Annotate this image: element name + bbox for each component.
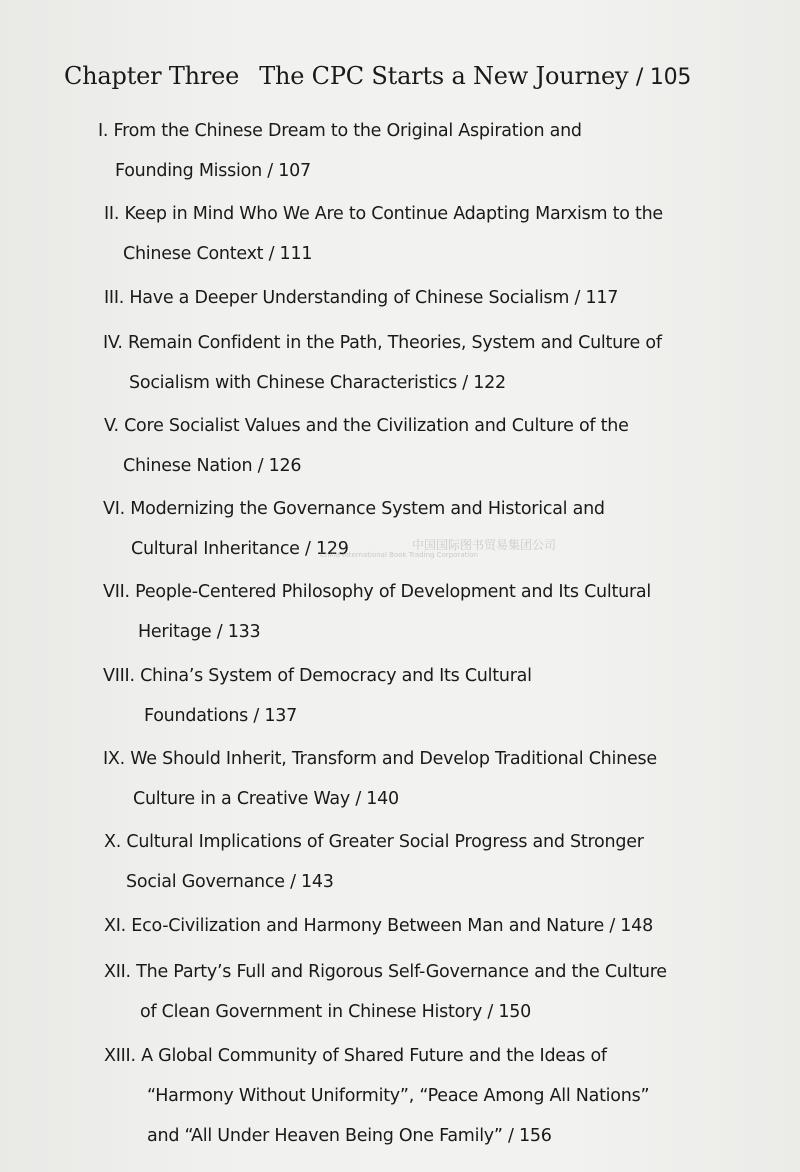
toc-entry-continuation: Heritage / 133: [138, 622, 261, 642]
toc-entry-text: IX. We Should Inherit, Transform and Develop Traditional Chinese: [103, 749, 657, 769]
toc-entry-2[interactable]: [104, 194, 663, 274]
toc-entry-text: V. Core Socialist Values and the Civilization and Culture of the: [104, 416, 629, 436]
toc-entry-continuation: Socialism with Chinese Characteristics / 122: [129, 373, 506, 393]
toc-entry-text: XII. The Party’s Full and Rigorous Self-Governance and the Culture: [104, 962, 667, 982]
toc-entry-continuation: “Harmony Without Uniformity”, “Peace Among All Nations”: [147, 1086, 650, 1106]
toc-entry-continuation: Chinese Context / 111: [123, 244, 313, 264]
toc-entry-5[interactable]: [104, 406, 629, 486]
toc-entry-continuation: Chinese Nation / 126: [123, 456, 302, 476]
toc-entry-1[interactable]: [98, 111, 582, 191]
chapter-title-text: The CPC Starts a New Journey: [259, 62, 629, 90]
watermark-chinese: 中国国际图书贸易集团公司: [412, 538, 557, 552]
toc-entry-text: I. From the Chinese Dream to the Original Aspiration and: [98, 121, 582, 141]
chapter-heading: [64, 62, 691, 90]
toc-entry-11[interactable]: [104, 906, 653, 946]
toc-entry-continuation: and “All Under Heaven Being One Family” / 156: [147, 1126, 552, 1146]
toc-entry-8[interactable]: [103, 656, 532, 736]
toc-entry-12[interactable]: [104, 952, 667, 1032]
toc-entry-text: XIII. A Global Community of Shared Future and the Ideas of: [104, 1046, 607, 1066]
toc-entry-9[interactable]: [103, 739, 657, 819]
toc-entry-text: VII. People-Centered Philosophy of Development and Its Cultural: [103, 582, 651, 602]
chapter-label: Chapter Three: [64, 62, 240, 90]
publisher-watermark: [262, 536, 556, 559]
toc-entry-continuation: of Clean Government in Chinese History / 150: [140, 1002, 532, 1022]
toc-entry-continuation: Founding Mission / 107: [115, 161, 311, 181]
toc-entry-text: VI. Modernizing the Governance System and Historical and: [103, 499, 605, 519]
toc-entry-text: IV. Remain Confident in the Path, Theories, System and Culture of: [103, 333, 662, 353]
toc-entry-text: VIII. China’s System of Democracy and Its Cultural: [103, 666, 532, 686]
toc-entry-4[interactable]: [103, 323, 662, 403]
toc-entry-text: III. Have a Deeper Understanding of Chinese Socialism / 117: [104, 288, 619, 308]
toc-entry-continuation: Foundations / 137: [144, 706, 297, 726]
toc-entry-continuation: Culture in a Creative Way / 140: [133, 789, 399, 809]
toc-entry-continuation: Social Governance / 143: [126, 872, 334, 892]
toc-entry-text: X. Cultural Implications of Greater Social Progress and Stronger: [104, 832, 644, 852]
toc-entry-7[interactable]: [103, 572, 651, 652]
chapter-page-number: / 105: [635, 65, 692, 90]
toc-entry-3[interactable]: [104, 278, 618, 318]
toc-entry-text: XI. Eco-Civilization and Harmony Between Man and Nature / 148: [104, 916, 653, 936]
toc-entry-10[interactable]: [104, 822, 644, 902]
toc-entry-continuation: Cultural Inheritance / 129: [131, 539, 349, 559]
watermark-english: China International Book Trading Corporation: [320, 551, 479, 559]
toc-entry-text: II. Keep in Mind Who We Are to Continue Adapting Marxism to the: [104, 204, 663, 224]
toc-entry-13[interactable]: [104, 1036, 649, 1156]
